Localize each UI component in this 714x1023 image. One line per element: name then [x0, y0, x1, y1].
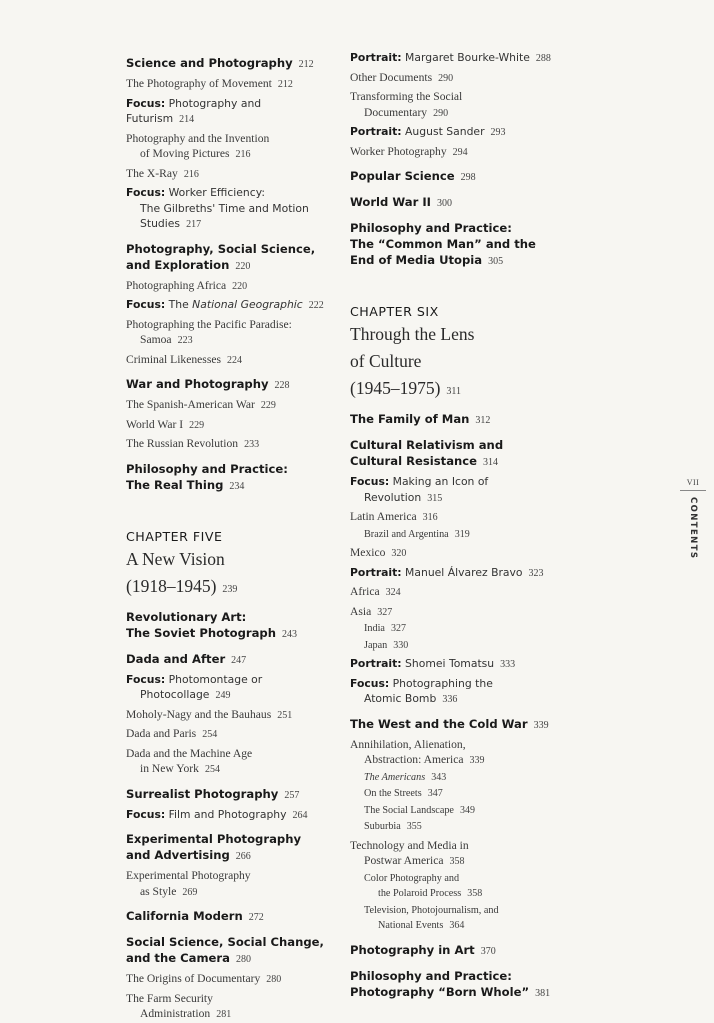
entry-continuation-line	[350, 105, 565, 122]
page-number: 347	[427, 788, 443, 799]
entry-label: Focus:	[126, 96, 166, 110]
page-number: 294	[452, 146, 468, 158]
entry-title: Philosophy and Practice:	[350, 968, 512, 983]
entry-label: Portrait:	[350, 657, 402, 670]
entry-title: California Modern	[126, 909, 243, 923]
page-number: 266	[235, 851, 251, 862]
chapter-title	[350, 377, 565, 403]
toc-entry	[126, 352, 331, 369]
entry-continuation: and Advertising	[126, 848, 230, 862]
entry-title: Transforming the Social	[350, 90, 463, 103]
page-number: 319	[454, 528, 470, 540]
entry-continuation: End of Media Utopia	[350, 253, 483, 267]
toc-entry	[350, 70, 565, 87]
entry-continuation: National Events	[378, 920, 444, 931]
entry-continuation-line	[350, 752, 565, 769]
entry-title: Other Documents	[350, 70, 433, 84]
entry-continuation: and the Camera	[126, 951, 230, 965]
toc-entry	[350, 604, 565, 621]
entry-continuation-line	[126, 950, 331, 968]
entry-title: Manuel Álvarez Bravo	[405, 565, 523, 579]
entry-continuation-line	[350, 490, 565, 507]
page-number: 327	[390, 623, 406, 634]
side-tab-rule	[680, 490, 706, 491]
page-number: 314	[483, 457, 499, 468]
entry-title: Moholy-Nagy and the Bauhaus	[126, 707, 272, 721]
entry-title: Dada and the Machine Age	[126, 746, 253, 760]
entry-title: Annihilation, Alienation,	[350, 737, 466, 751]
toc-entry	[126, 726, 331, 743]
entry-continuation: of Moving Pictures	[140, 147, 230, 160]
toc-entry	[126, 96, 331, 128]
page-number: 324	[385, 587, 401, 598]
toc-entry	[350, 527, 565, 543]
entry-title: Latin America	[350, 510, 417, 523]
entry-title: The	[168, 298, 189, 311]
toc-entry	[126, 707, 331, 724]
page-number: 355	[406, 821, 422, 832]
page-number: 298	[460, 172, 476, 183]
toc-entry	[350, 942, 565, 960]
entry-title: Philosophy and Practice:	[126, 461, 288, 476]
entry-title: Technology and Media in	[350, 838, 469, 852]
entry-title: Making an Icon of	[392, 475, 489, 488]
entry-title: The Origins of Documentary	[126, 972, 261, 985]
page-number: 327	[377, 606, 393, 618]
toc-entry	[350, 545, 565, 562]
toc-entry	[350, 968, 565, 1002]
toc-entry	[126, 934, 331, 968]
page-number: 316	[422, 512, 438, 523]
toc-entry	[126, 461, 331, 495]
page-number: 234	[229, 480, 245, 492]
page-number: 305	[488, 256, 504, 267]
toc-entry	[126, 786, 331, 804]
entry-title: Japan	[364, 639, 388, 651]
page-number: 220	[235, 260, 251, 272]
entry-title: Photomontage or	[168, 672, 263, 686]
entry-continuation: in New York	[140, 762, 199, 775]
entry-title: Photographing Africa	[126, 278, 227, 292]
toc-entry	[126, 831, 331, 865]
page-number: 214	[179, 114, 195, 125]
entry-continuation: and Exploration	[126, 257, 230, 272]
toc-entry	[350, 737, 565, 769]
entry-label: Focus:	[126, 807, 166, 821]
entry-title: The X-Ray	[126, 166, 178, 180]
entry-continuation-line	[350, 252, 565, 270]
page-number: 233	[244, 439, 260, 450]
side-section-tab	[680, 478, 706, 559]
chapter-title	[126, 575, 331, 601]
entry-label: Portrait:	[350, 51, 402, 64]
page-number: 333	[500, 659, 516, 670]
entry-continuation-line	[350, 984, 565, 1002]
toc-entry	[350, 621, 565, 637]
entry-continuation: The Gilbreths' Time and Motion	[140, 201, 309, 215]
toc-entry	[350, 474, 565, 506]
entry-label: Focus:	[126, 298, 166, 311]
entry-title: Brazil and Argentina	[364, 528, 449, 540]
toc-entry	[350, 411, 565, 429]
entry-title: On the Streets	[364, 788, 422, 799]
entry-continuation-line	[364, 918, 565, 934]
toc-entry	[350, 819, 565, 835]
entry-title: Film and Photography	[168, 807, 287, 821]
entry-continuation-line	[126, 1006, 331, 1023]
entry-title: Mexico	[350, 546, 386, 559]
toc-entry	[126, 609, 331, 643]
entry-label: Portrait:	[350, 125, 402, 138]
entry-continuation: Cultural Resistance	[350, 454, 478, 468]
entry-title: Surrealist Photography	[126, 786, 279, 801]
entry-title: The Russian Revolution	[126, 437, 239, 450]
page-number: 264	[292, 809, 308, 821]
page-number: 229	[189, 419, 205, 431]
entry-title: World War I	[126, 417, 184, 431]
entry-continuation-line	[126, 477, 331, 495]
toc-entry	[126, 185, 331, 233]
toc-entry	[350, 437, 565, 471]
entry-label: Focus:	[126, 672, 166, 686]
entry-continuation: Samoa	[140, 333, 172, 346]
entry-title: Science and Photography	[126, 56, 293, 70]
entry-title: Dada and Paris	[126, 727, 197, 740]
toc-entry	[126, 807, 331, 824]
entry-title: Cultural Relativism and	[350, 438, 504, 452]
toc-entry	[350, 716, 565, 734]
page-number: 216	[183, 168, 199, 180]
page-number: 223	[177, 335, 193, 346]
entry-title: India	[364, 623, 385, 634]
entry-title: Experimental Photography	[126, 832, 301, 846]
entry-title: Social Science, Social Change,	[126, 935, 324, 949]
page-number: 311	[446, 386, 462, 397]
toc-entry	[350, 903, 565, 934]
page-number: 243	[281, 628, 297, 640]
chapter-title	[126, 548, 331, 571]
entry-title: Shomei Tomatsu	[405, 657, 495, 670]
entry-continuation: The Real Thing	[126, 477, 224, 492]
page-number: 212	[298, 59, 314, 70]
page-number: 216	[235, 149, 251, 160]
toc-entry	[126, 651, 331, 669]
chapter-heading	[126, 529, 331, 601]
page-number: 254	[202, 729, 218, 740]
toc-entry	[350, 584, 565, 601]
entry-continuation-line	[126, 146, 331, 163]
entry-continuation: Studies	[140, 217, 181, 230]
entry-continuation: Abstraction: America	[364, 753, 464, 766]
entry-title: The Photography of Movement	[126, 77, 272, 90]
entry-continuation: Documentary	[364, 105, 428, 119]
entry-continuation-line	[126, 257, 331, 275]
entry-continuation-line	[126, 625, 331, 643]
chapter-title-text: A New Vision	[126, 548, 225, 569]
toc-entry	[350, 803, 565, 819]
toc-entry	[350, 194, 565, 212]
page-number: 212	[277, 79, 293, 90]
entry-continuation: as Style	[140, 884, 177, 898]
toc-entry	[126, 278, 331, 295]
page-number: 288	[535, 53, 551, 64]
entry-continuation-line	[350, 691, 565, 708]
entry-title: The Social Landscape	[364, 804, 454, 816]
page-number: 343	[431, 771, 447, 783]
page-number: 269	[182, 886, 198, 898]
toc-entry	[126, 868, 331, 900]
entry-title: Photography and Futurism	[126, 96, 262, 125]
chapter-label: CHAPTER FIVE	[126, 528, 223, 544]
page-number: 290	[433, 107, 449, 119]
entry-label: Focus:	[350, 676, 390, 690]
toc-entry	[350, 656, 565, 673]
page-number: 312	[475, 415, 491, 426]
entry-title: Photography and the Invention	[126, 131, 270, 145]
page-number: 330	[393, 639, 409, 651]
toc-entry	[126, 241, 331, 275]
page-number: 323	[528, 567, 544, 579]
toc-entry	[350, 509, 565, 526]
page-number: 251	[277, 709, 293, 721]
chapter-title	[350, 323, 565, 346]
page-number: 320	[391, 548, 407, 559]
toc-entry	[350, 838, 565, 870]
entry-title: Criminal Likenesses	[126, 352, 221, 366]
entry-title: Popular Science	[350, 169, 455, 183]
page-number: 229	[260, 400, 276, 411]
page-number: 222	[308, 300, 324, 311]
entry-title: August Sander	[405, 125, 485, 138]
page-number: 290	[438, 72, 454, 84]
page-number: 220	[232, 280, 248, 292]
page-number-roman: VII	[686, 478, 700, 487]
entry-title: The Farm Security	[126, 991, 213, 1005]
entry-title-italic: The Americans	[364, 771, 426, 783]
entry-title: Worker Efficiency:	[168, 186, 265, 199]
toc-entry	[126, 397, 331, 414]
page-number: 339	[533, 719, 549, 731]
page-number: 257	[284, 789, 300, 801]
entry-continuation: Atomic Bomb	[364, 692, 437, 705]
entry-continuation-line	[126, 216, 331, 233]
page-number: 224	[227, 354, 242, 366]
page-number: 358	[467, 888, 483, 899]
page-number: 280	[266, 974, 282, 985]
entry-continuation-line	[126, 884, 331, 901]
toc-entry	[350, 50, 565, 67]
entry-title: Worker Photography	[350, 144, 447, 158]
entry-continuation-line	[126, 847, 331, 865]
page-number: 381	[535, 987, 551, 999]
toc-entry	[126, 672, 331, 704]
entry-title: The Spanish-American War	[126, 398, 255, 411]
entry-continuation-line	[126, 332, 331, 349]
entry-continuation: the Polaroid Process	[378, 888, 462, 899]
entry-title: Photography, Social Science,	[126, 241, 316, 256]
page-number: 370	[480, 945, 496, 957]
entry-title: Margaret Bourke-White	[405, 51, 530, 64]
page-number: 349	[459, 804, 475, 816]
chapter-title-text: (1918–1945)	[126, 575, 217, 596]
entry-label: Portrait:	[350, 565, 402, 579]
toc-entry	[126, 971, 331, 988]
toc-entry	[126, 908, 331, 926]
toc-entry	[350, 871, 565, 902]
page-number: 254	[204, 764, 220, 775]
entry-title: Philosophy and Practice:	[350, 221, 512, 235]
entry-continuation: The Soviet Photograph	[126, 625, 276, 640]
page-number: 239	[222, 583, 238, 595]
page-number: 280	[235, 954, 251, 965]
entry-title: The Family of Man	[350, 412, 470, 426]
toc-entry	[350, 168, 565, 186]
chapter-title-text: of Culture	[350, 351, 422, 371]
page-number: 272	[248, 912, 264, 923]
entry-title: Television, Photojournalism, and	[364, 904, 499, 916]
page-number: 217	[186, 219, 202, 230]
entry-title: World War II	[350, 195, 431, 209]
toc-entry	[350, 124, 565, 141]
entry-title: Dada and After	[126, 651, 226, 666]
toc-entry	[126, 436, 331, 453]
toc-entry	[350, 565, 565, 582]
page-number: 315	[427, 492, 443, 504]
toc-entry	[126, 131, 331, 163]
entry-title: Africa	[350, 585, 380, 598]
toc-entry	[350, 770, 565, 786]
toc-entry	[350, 144, 565, 161]
page-number: 300	[436, 198, 452, 209]
toc-entry	[126, 746, 331, 778]
chapter-title	[350, 350, 565, 373]
entry-label: Focus:	[350, 475, 390, 488]
toc-entry	[350, 89, 565, 121]
entry-title: Experimental Photography	[126, 869, 251, 882]
toc-entry	[126, 76, 331, 93]
entry-continuation-line	[350, 853, 565, 870]
entry-title: War and Photography	[126, 377, 269, 391]
page-number: 364	[449, 920, 465, 931]
page-number: 339	[469, 755, 485, 766]
toc-entry	[350, 220, 565, 270]
entry-title: Suburbia	[364, 821, 401, 832]
page-number: 281	[216, 1009, 232, 1020]
entry-label: Focus:	[126, 186, 166, 199]
chapter-label: CHAPTER SIX	[350, 304, 439, 319]
entry-title: Color Photography and	[364, 872, 460, 884]
chapter-title-text: (1945–1975)	[350, 378, 441, 398]
page-number: 249	[215, 690, 231, 701]
toc-entry	[350, 676, 565, 708]
section-label: CONTENTS	[688, 497, 698, 560]
entry-continuation: Administration	[140, 1007, 211, 1020]
entry-title: The West and the Cold War	[350, 716, 528, 731]
toc-entry	[350, 786, 565, 802]
entry-title: Photographing the	[392, 676, 493, 690]
toc-left-column	[126, 47, 331, 1023]
page-number: 228	[274, 380, 290, 391]
entry-continuation: Photography “Born Whole”	[350, 984, 530, 999]
toc-entry	[126, 991, 331, 1023]
entry-continuation-line	[126, 761, 331, 778]
page-number: 336	[442, 694, 458, 705]
entry-title-italic: National Geographic	[192, 298, 303, 311]
entry-title: Photography in Art	[350, 942, 475, 957]
chapter-heading	[350, 304, 565, 403]
entry-continuation: Postwar America	[364, 854, 444, 867]
entry-continuation-line	[364, 886, 565, 902]
entry-title: Photographing the Pacific Paradise:	[126, 317, 292, 331]
toc-entry	[126, 297, 331, 314]
page-number: 293	[490, 127, 506, 138]
toc-entry	[126, 55, 331, 73]
toc-entry	[350, 638, 565, 654]
toc-entry	[126, 166, 331, 183]
entry-title: Revolutionary Art:	[126, 609, 247, 624]
page-number: 358	[449, 856, 465, 867]
entry-continuation: Revolution	[364, 490, 422, 504]
entry-continuation-line	[126, 687, 331, 704]
entry-continuation: The “Common Man” and the	[350, 237, 536, 251]
toc-entry	[126, 317, 331, 349]
entry-continuation: Photocollage	[140, 688, 210, 701]
entry-title: Asia	[350, 604, 372, 618]
toc-right-column	[350, 47, 565, 1002]
entry-continuation-line	[350, 453, 565, 471]
page-number: 247	[231, 654, 247, 666]
chapter-title-text: Through the Lens	[350, 324, 475, 344]
toc-entry	[126, 376, 331, 394]
toc-entry	[126, 417, 331, 434]
